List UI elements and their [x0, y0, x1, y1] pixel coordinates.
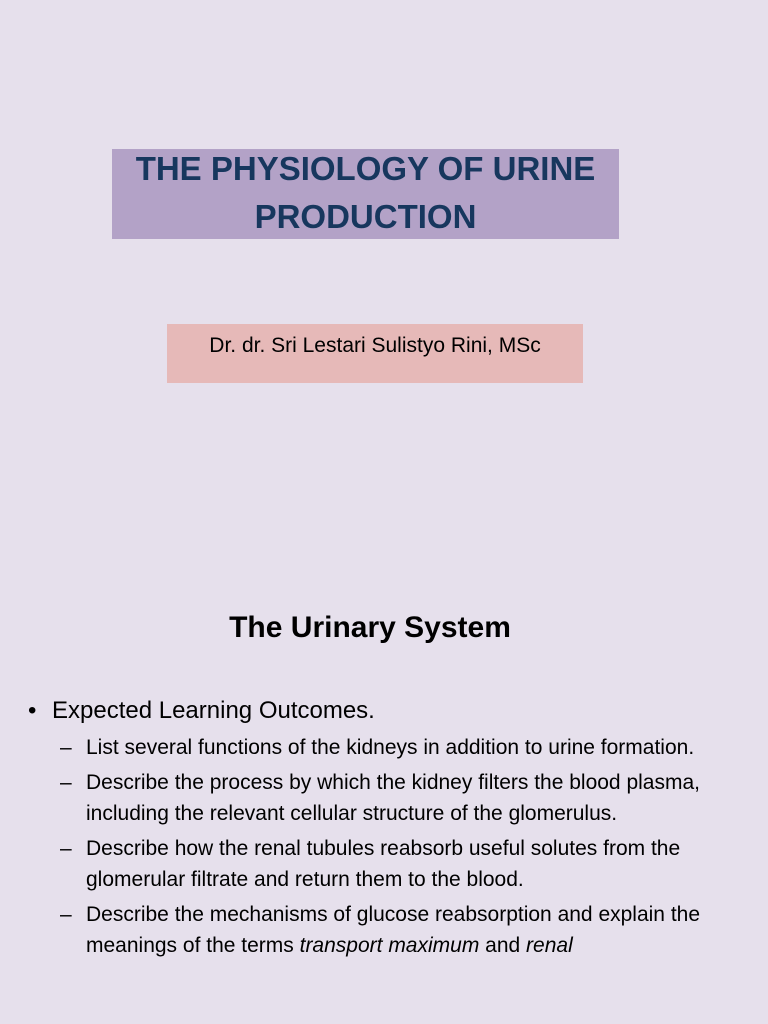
list-item [60, 899, 748, 961]
learning-outcomes [28, 694, 748, 965]
section-heading: The Urinary System [229, 611, 511, 644]
list-item [60, 767, 748, 829]
list-item [60, 732, 748, 763]
bullet-item [28, 694, 748, 728]
presentation-title [112, 149, 619, 239]
dash-marker: – [60, 736, 72, 759]
title-line-2: PRODUCTION [254, 198, 477, 235]
title-line-1: THE PHYSIOLOGY OF URINE [135, 150, 596, 187]
author-name: Dr. dr. Sri Lestari Sulistyo Rini, MSc [167, 324, 583, 383]
dash-marker: – [60, 837, 72, 860]
slide-urinary-system [0, 560, 768, 1024]
list-item-text [86, 899, 748, 961]
bullet-text: Expected Learning Outcomes. [52, 697, 375, 724]
list-item-text: Describe the process by which the kidney filters the blood plasma, including the relevant cellular structure of the glomerulus. [86, 771, 700, 825]
dash-marker: – [60, 903, 72, 926]
outcome-list [28, 732, 748, 961]
item-text-before: Describe the mechanisms of glucose reabsorption and explain the meanings of the terms [86, 903, 701, 957]
item-text-middle: and [479, 934, 527, 957]
dash-marker: – [60, 771, 72, 794]
list-item-text: Describe how the renal tubules reabsorb useful solutes from the glomerular filtrate and return them to the blood. [86, 837, 681, 891]
bullet-marker: • [28, 697, 37, 724]
list-item-text: List several functions of the kidneys in addition to urine formation. [86, 736, 695, 759]
list-item [60, 833, 748, 895]
term-transport-maximum: transport maximum [299, 934, 480, 957]
term-renal: renal [526, 934, 573, 957]
